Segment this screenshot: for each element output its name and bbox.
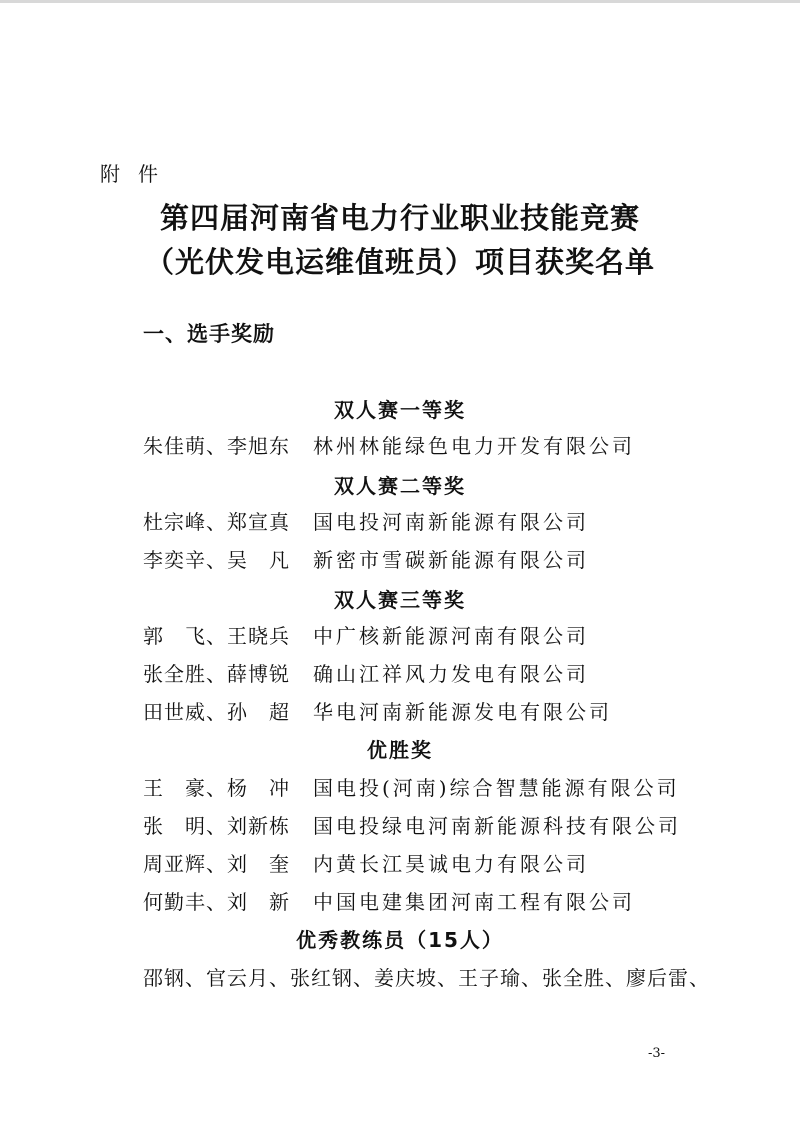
- award-row: [143, 772, 680, 802]
- winner-company: 国电投(河南)综合智慧能源有限公司: [313, 776, 680, 800]
- award-row: [143, 810, 681, 840]
- section-heading-player-awards: 一、选手奖励: [143, 322, 275, 346]
- award-row: [143, 848, 589, 878]
- winner-names: 何勤丰、刘 新: [143, 890, 290, 914]
- winner-names: 王 豪、杨 冲: [143, 776, 290, 800]
- winner-company: 中国电建集团河南工程有限公司: [313, 890, 635, 914]
- category-doubles-third-prize: 双人赛三等奖: [334, 588, 466, 612]
- document-title-line-1: 第四届河南省电力行业职业技能竞赛: [159, 201, 640, 235]
- winner-names: 张全胜、薛博锐: [143, 662, 290, 686]
- category-doubles-second-prize: 双人赛二等奖: [334, 474, 466, 498]
- winner-names: 朱佳萌、李旭东: [143, 434, 290, 458]
- document-title-line-2: （光伏发电运维值班员）项目获奖名单: [144, 245, 655, 279]
- winner-names: 周亚辉、刘 奎: [143, 852, 290, 876]
- winner-company: 新密市雪碳新能源有限公司: [313, 548, 589, 572]
- category-doubles-first-prize: 双人赛一等奖: [334, 398, 466, 422]
- category-outstanding-coaches: 优秀教练员（15人）: [296, 928, 504, 952]
- attachment-label: 附件: [100, 162, 176, 186]
- page-number: -3-: [648, 1046, 666, 1061]
- award-row: [143, 544, 589, 574]
- award-row: [143, 506, 589, 536]
- winner-company: 国电投河南新能源有限公司: [313, 510, 589, 534]
- winner-names: 田世威、孙 超: [143, 700, 290, 724]
- winner-company: 确山江祥风力发电有限公司: [313, 662, 589, 686]
- award-row: [143, 696, 612, 726]
- winner-names: 郭 飞、王晓兵: [143, 624, 290, 648]
- winner-names: 张 明、刘新栋: [143, 814, 290, 838]
- winner-company: 林州林能绿色电力开发有限公司: [313, 434, 635, 458]
- award-row: [143, 886, 635, 916]
- winner-company: 中广核新能源河南有限公司: [313, 624, 589, 648]
- winner-names: 李奕辛、吴 凡: [143, 548, 290, 572]
- winner-company: 内黄长江昊诚电力有限公司: [313, 852, 589, 876]
- coach-name-list: 邵钢、官云月、张红钢、姜庆坡、王子瑜、张全胜、廖后雷、: [143, 966, 710, 990]
- winner-names: 杜宗峰、郑宣真: [143, 510, 290, 534]
- award-row: [143, 658, 589, 688]
- category-excellence-prize: 优胜奖: [367, 738, 433, 762]
- award-row: [143, 430, 635, 460]
- award-row: [143, 620, 589, 650]
- winner-company: 华电河南新能源发电有限公司: [313, 700, 612, 724]
- page-top-edge: [0, 0, 800, 3]
- winner-company: 国电投绿电河南新能源科技有限公司: [313, 814, 681, 838]
